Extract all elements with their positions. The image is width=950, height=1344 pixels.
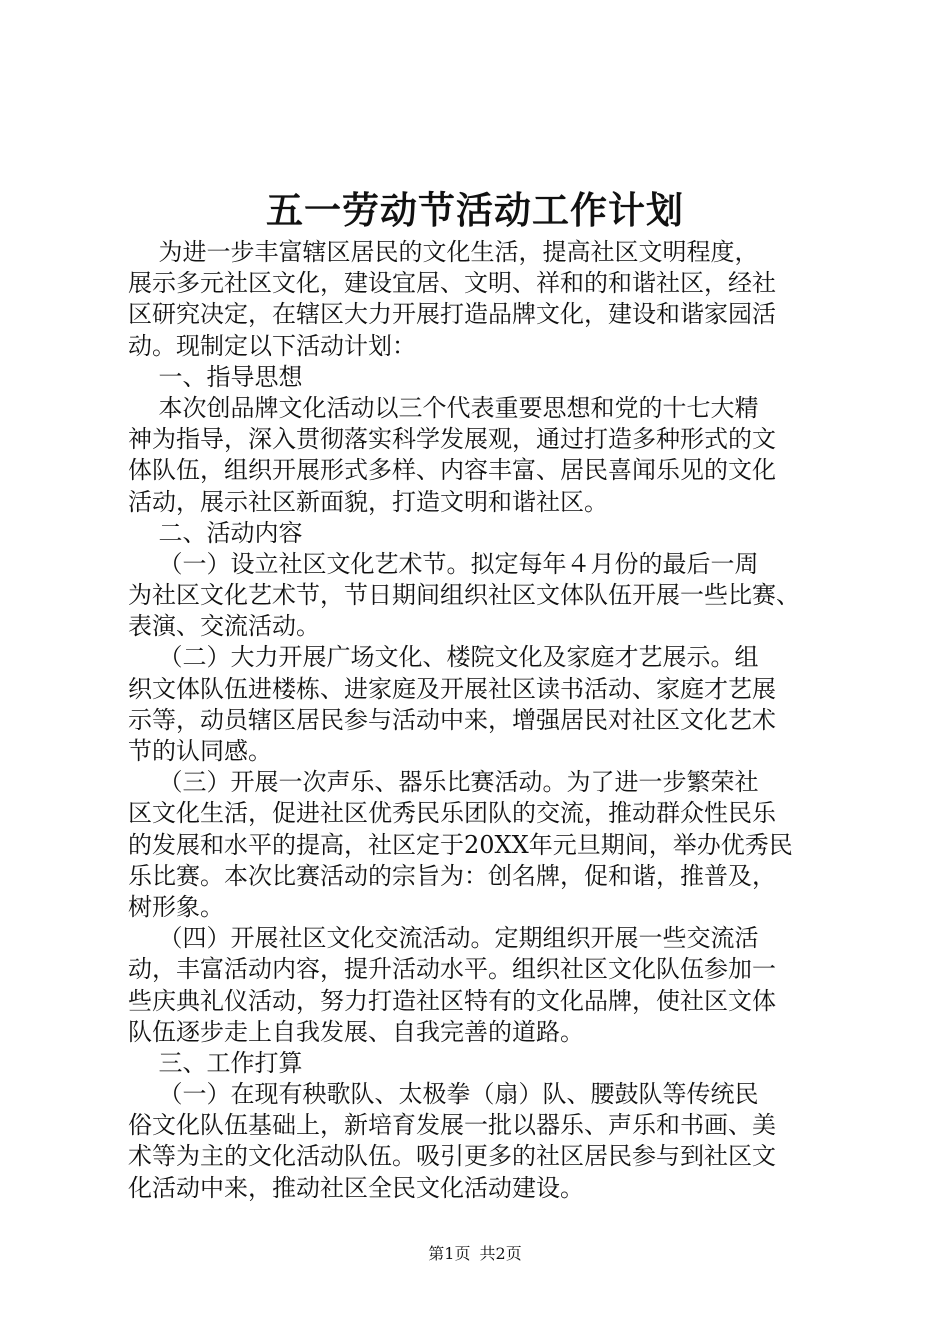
- text-line: 二、活动内容: [128, 518, 303, 547]
- text-line: 示等，动员辖区居民参与活动中来，增强居民对社区文化艺术: [128, 705, 776, 734]
- text-line: 动，丰富活动内容，提升活动水平。组织社区文化队伍参加一: [128, 955, 776, 984]
- document-body: [128, 237, 828, 1204]
- text-line: 为进一步丰富辖区居民的文化生活，提高社区文明程度，: [128, 238, 759, 266]
- text-line: 区研究决定，在辖区大力开展打造品牌文化，建设和谐家园活: [128, 300, 776, 329]
- text-line: 区文化生活，促进社区优秀民乐团队的交流，推动群众性民乐: [128, 799, 776, 828]
- text-line: 动。现制定以下活动计划：: [128, 331, 416, 360]
- text-line: 树形象。: [128, 892, 224, 921]
- text-line: 体队伍，组织开展形式多样、内容丰富、居民喜闻乐见的文化: [128, 456, 776, 485]
- page-total: 共2页: [479, 1244, 522, 1263]
- text-line: 本次创品牌文化活动以三个代表重要思想和党的十七大精: [128, 393, 759, 422]
- text-line: 乐比赛。本次比赛活动的宗旨为：创名牌，促和谐，推普及，: [128, 861, 776, 890]
- text-line: 神为指导，深入贯彻落实科学发展观，通过打造多种形式的文: [128, 425, 776, 454]
- text-line: 节的认同感。: [128, 737, 272, 765]
- text-line: 俗文化队伍基础上，新培育发展一批以器乐、声乐和书画、美: [128, 1111, 776, 1140]
- text-line: 化活动中来，推动社区全民文化活动建设。: [128, 1173, 584, 1202]
- text-line: （二）大力开展广场文化、楼院文化及家庭才艺展示。组: [128, 643, 759, 672]
- page-footer: [0, 1243, 950, 1265]
- text-line: （一）在现有秧歌队、太极拳（扇）队、腰鼓队等传统民: [128, 1080, 759, 1109]
- text-line: （四）开展社区文化交流活动。定期组织开展一些交流活: [128, 924, 759, 953]
- text-line: 展示多元社区文化，建设宜居、文明、祥和的和谐社区，经社: [128, 269, 776, 298]
- text-line: 些庆典礼仪活动，努力打造社区特有的文化品牌，使社区文体: [128, 986, 776, 1015]
- text-line: 术等为主的文化活动队伍。吸引更多的社区居民参与到社区文: [128, 1142, 776, 1171]
- text-line: 队伍逐步走上自我发展、自我完善的道路。: [128, 1017, 584, 1046]
- text-line: 活动，展示社区新面貌，打造文明和谐社区。: [128, 487, 608, 516]
- text-line: 三、工作打算: [128, 1048, 303, 1077]
- text-line: （三）开展一次声乐、器乐比赛活动。为了进一步繁荣社: [128, 768, 759, 797]
- text-line: 一、指导思想: [128, 362, 303, 391]
- text-line: （一）设立社区文化艺术节。拟定每年４月份的最后一周: [128, 549, 759, 578]
- text-line: 的发展和水平的提高，社区定于20XX年元旦期间，举办优秀民: [128, 830, 793, 859]
- text-line: 织文体队伍进楼栋、进家庭及开展社区读书活动、家庭才艺展: [128, 674, 776, 703]
- text-line: 表演、交流活动。: [128, 612, 320, 641]
- document-title: 五一劳动节活动工作计划: [266, 188, 684, 232]
- text-line: 为社区文化艺术节，节日期间组织社区文体队伍开展一些比赛、: [128, 581, 800, 610]
- page-number: 第1页: [428, 1244, 471, 1263]
